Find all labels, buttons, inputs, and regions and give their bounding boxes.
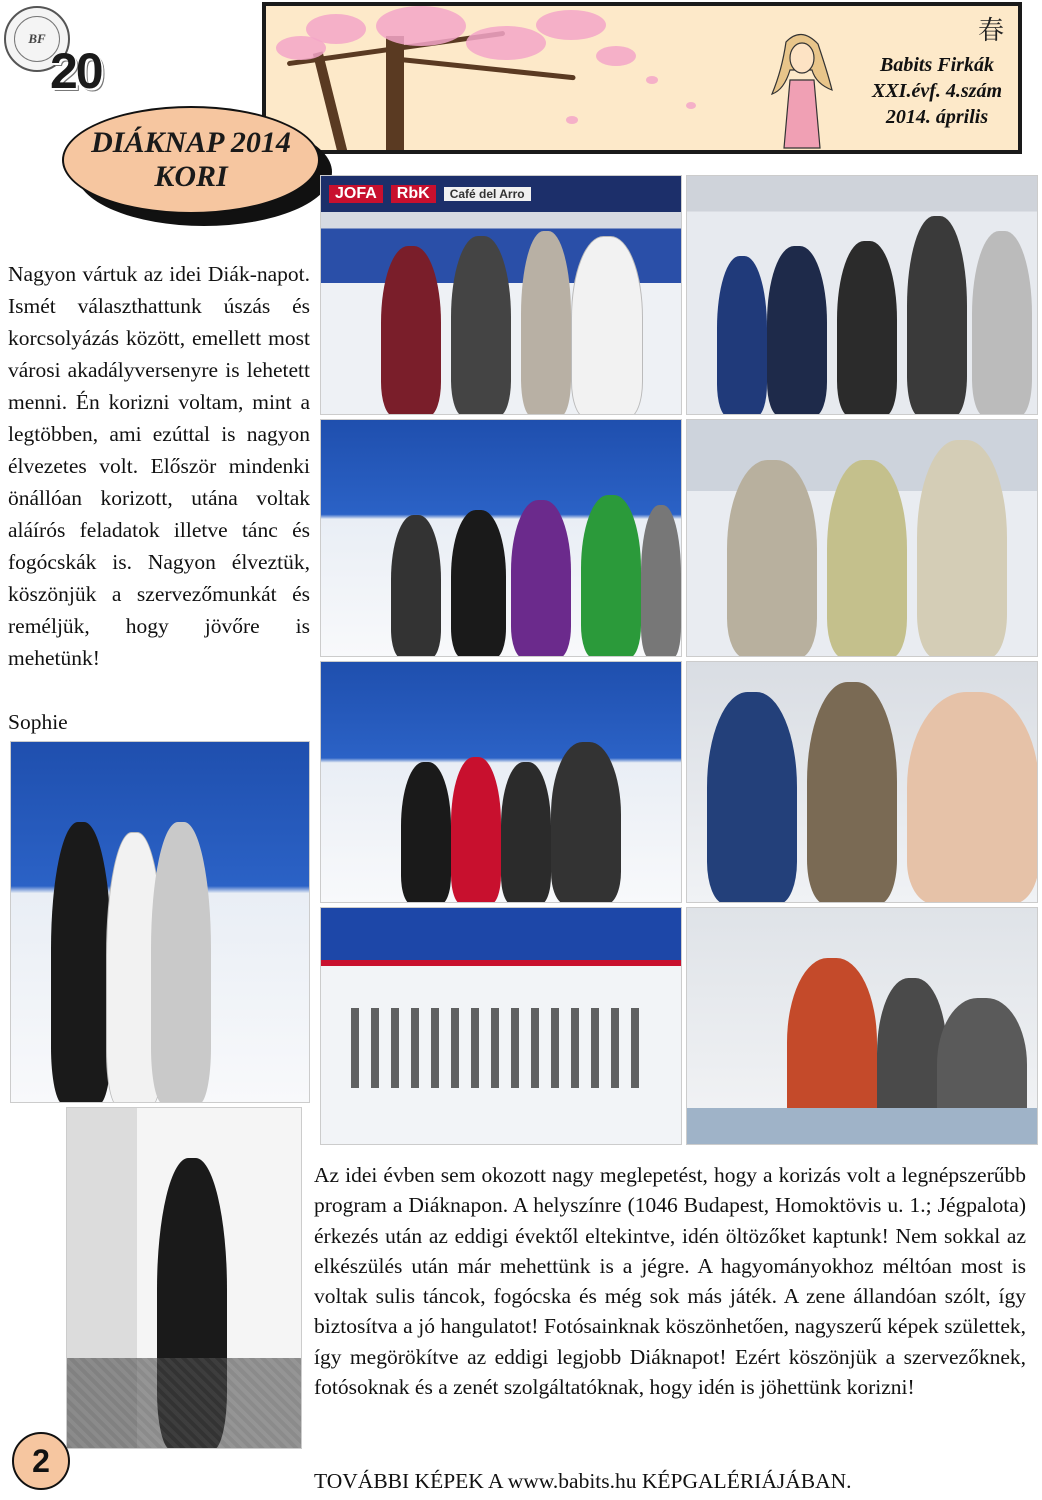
- rink-rail: [687, 1108, 1037, 1145]
- banner-sign-jofa: JOFA: [329, 185, 383, 203]
- page-number: 2: [12, 1432, 70, 1490]
- title-line-2: KORI: [154, 160, 228, 193]
- photo-rink-overview: [320, 907, 682, 1145]
- photo-three-girls: [10, 741, 310, 1103]
- rink-board-line: [321, 960, 681, 966]
- skater-figure: [151, 822, 211, 1103]
- article-title: [62, 106, 320, 214]
- skater-figure: [641, 505, 681, 657]
- blossom-illustration: [536, 10, 606, 40]
- skater-figure: [511, 500, 571, 657]
- skater-figure: [907, 216, 967, 415]
- skater-figure: [581, 495, 641, 657]
- photo-skaters-group: [320, 175, 682, 415]
- article-paragraph: Az idei évben sem okozott nagy meglepetést, hogy a korizás volt a legnépszerűbb program a Diáknapon. A helyszínre (1046 Budapest, Homoktövis u. 1.; Jégpalota) érkezés után az eddigi évektől eltekintve, idén öltözőket kaptunk! Nem sokkal az elkészülés után már mehettünk is a jégre. A hagyományokhoz méltóan most is voltak sulis táncok, fogócska és még sok más játék. A zene állandóan szólt, így biztosítva a jó hangulatot! Fotósainknak köszönhetően, nagyszerű képek születtek, így megörökítve az eddigi legjobb Diáknapot! Ezért köszönjük a szervezőknek, fotósoknak és a zenét szolgáltatóknak, hogy idén is jöhettünk korizni!: [314, 1163, 1026, 1400]
- skater-figure: [501, 762, 551, 903]
- header-banner: [262, 2, 1022, 154]
- issue-date: 2014. április: [885, 106, 989, 128]
- skater-figure: [381, 246, 441, 415]
- skater-figure: [451, 236, 511, 415]
- rink-ad-banner: [321, 176, 682, 212]
- page-badge: 20: [50, 43, 102, 99]
- rubber-floor: [67, 1358, 301, 1448]
- skater-figure: [391, 515, 441, 657]
- skater-figure: [917, 440, 1007, 657]
- blossom-illustration: [466, 26, 546, 60]
- blossom-illustration: [376, 6, 466, 46]
- photo-group-posing: [320, 661, 682, 903]
- skater-figure: [401, 762, 451, 903]
- skater-figure: [827, 460, 907, 657]
- skater-figure: [837, 241, 897, 415]
- skater-figure: [571, 236, 643, 415]
- petal-illustration: [566, 116, 578, 124]
- skater-figure: [51, 822, 111, 1103]
- photo-skating-girl: [66, 1107, 302, 1449]
- author-signature: Sophie: [8, 710, 68, 734]
- skater-figure: [727, 460, 817, 657]
- banner-sign-cafe: Café del Arro: [444, 187, 531, 201]
- banner-sign-rbk: RbK: [391, 185, 436, 203]
- seal-letters: BF: [14, 16, 60, 62]
- tree-trunk-illustration-2: [313, 51, 349, 154]
- skater-figure: [451, 510, 506, 657]
- publication-name: Babits Firkák: [880, 54, 994, 76]
- petal-illustration: [686, 102, 696, 109]
- skater-figure: [707, 692, 797, 903]
- spring-kanji: 春: [977, 16, 1004, 45]
- skater-figure: [972, 231, 1032, 415]
- photo-arena-crowd: [320, 419, 682, 657]
- tree-trunk-illustration: [386, 36, 404, 154]
- skater-figure: [717, 256, 767, 415]
- skater-figure: [551, 742, 621, 903]
- skater-figure: [807, 682, 897, 903]
- skater-figure: [521, 231, 571, 415]
- skater-figure: [451, 757, 501, 903]
- girl-illustration: [766, 30, 836, 150]
- photo-selfie: [686, 661, 1038, 903]
- photo-friends-rail: [686, 907, 1038, 1145]
- branch-illustration: [396, 57, 576, 81]
- title-line-1: DIÁKNAP 2014: [91, 126, 291, 159]
- gallery-link-text: TOVÁBBI KÉPEK A www.babits.hu KÉPGALÉRIÁJÁBAN.: [314, 1469, 852, 1493]
- issue-number: XXI.évf. 4.szám: [872, 80, 1002, 102]
- photo-skaters-line: [686, 175, 1038, 415]
- skater-figure: [907, 692, 1038, 903]
- photo-girls-scarves: [686, 419, 1038, 657]
- blossom-illustration: [276, 36, 326, 60]
- blossom-illustration: [596, 46, 636, 66]
- skater-figure: [767, 246, 827, 415]
- intro-paragraph: Nagyon vártuk az idei Diák-napot. Ismét választhattunk úszás és korcsolyázás között, emellett most városi akadályversenyre is lehetett menni. Én korizni voltam, mint a legtöbben, ami ezúttal is nagyon élvezetes volt. Először mindenki önállóan korizott, utána voltak aláírós feladatok illetve tánc és fogócskák is. Nagyon élveztük, köszönjük a szervezőmunkát és reméljük, hogy jövőre is mehetünk!: [8, 262, 310, 670]
- skaters-crowd: [351, 1008, 651, 1088]
- petal-illustration: [646, 76, 658, 84]
- publication-info: [872, 52, 1002, 130]
